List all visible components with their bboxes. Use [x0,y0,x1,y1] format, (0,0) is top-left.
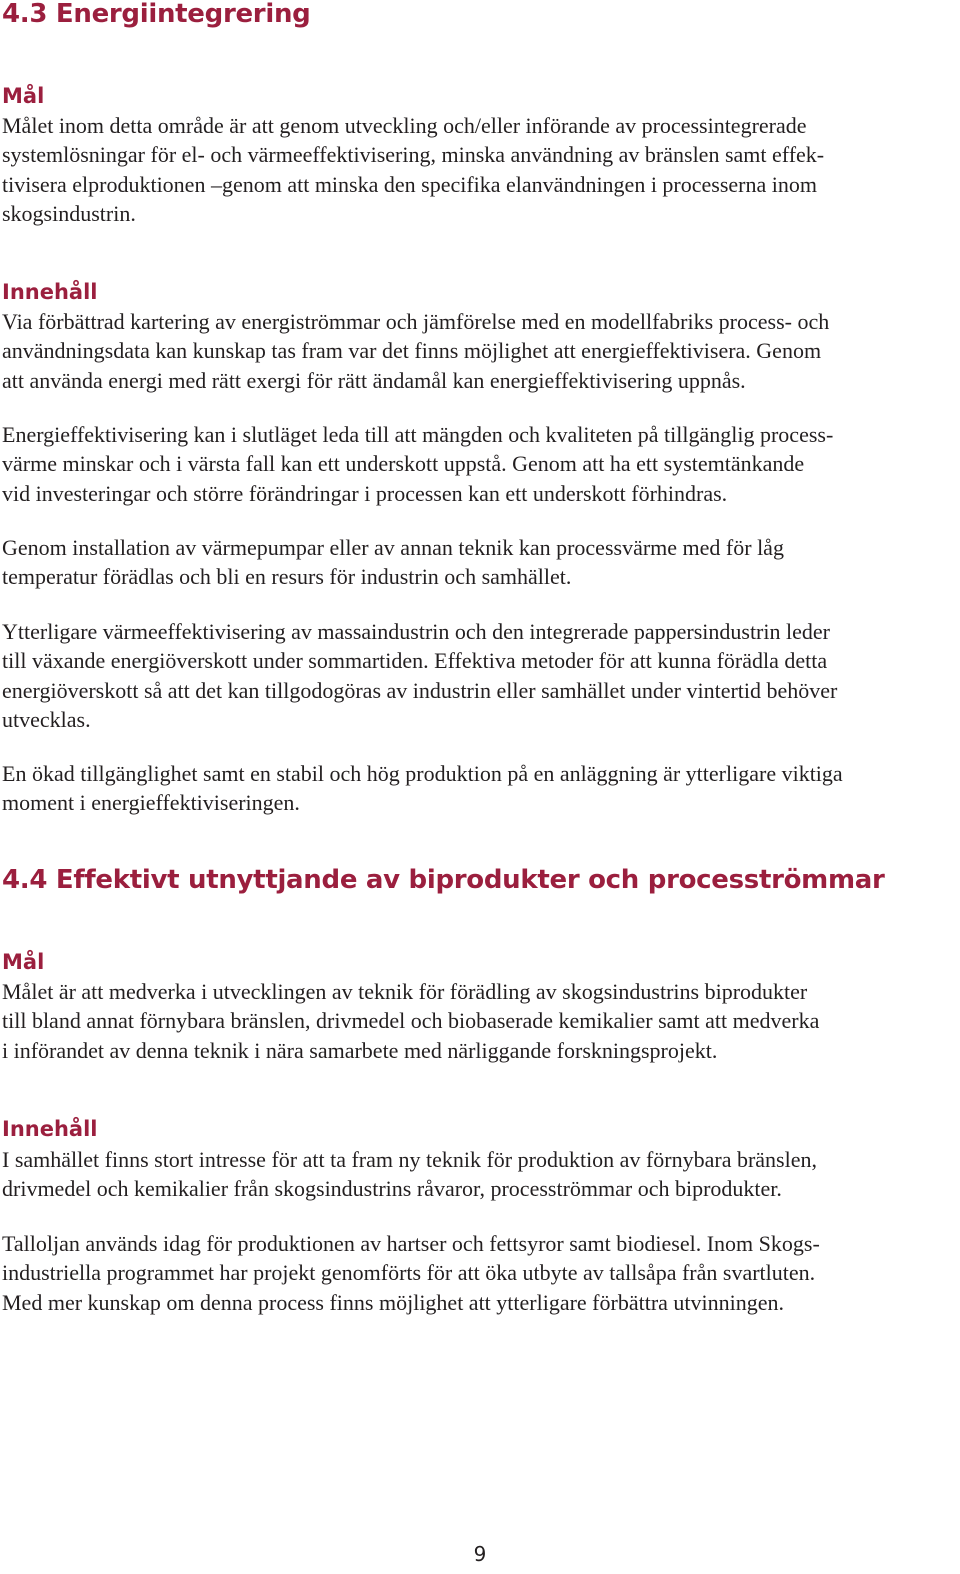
text-line: En ökad tillgänglighet samt en stabil och hög produktion på en anläggning är ytterligare viktiga [2,761,843,786]
content-paragraph [2,533,958,592]
text-line: att använda energi med rätt exergi för rätt ändamål kan energieffektivisering uppnås. [2,367,746,393]
text-line: i införandet av denna teknik i nära samarbete med närliggande forskningsprojekt. [2,1037,718,1063]
text-line: industriella programmet har projekt genomförts för att öka utbyte av tallsåpa från svartluten. [2,1260,816,1286]
text-line: till bland annat förnybara bränslen, drivmedel och biobaserade kemikalier samt att medverka [2,1008,820,1034]
text-line: I samhället finns stort intresse för att ta fram ny teknik för produktion av förnybara bränslen, [2,1147,817,1172]
text-line: Målet inom detta område är att genom utveckling och/eller införande av processintegrerade [2,113,807,138]
content-paragraph [2,1229,958,1317]
goal-label: Mål [2,84,45,108]
text-line: Ytterligare värmeeffektivisering av massaindustrin och den integrerade pappersindustrin leder [2,619,830,644]
text-line: värme minskar och i värsta fall kan ett underskott uppstå. Genom att ha ett systemtänkande [2,451,805,477]
text-line: till växande energiöverskott under sommartiden. Effektiva metoder för att kunna förädla detta [2,648,828,674]
text-line: drivmedel och kemikalier från skogsindustrins råvaror, procesströmmar och biprodukter. [2,1176,782,1202]
text-line: systemlösningar för el- och värmeeffektivisering, minska användning av bränslen samt effek- [2,142,825,168]
text-line: Talloljan används idag för produktionen av hartser och fettsyror samt biodiesel. Inom Skogs- [2,1231,820,1256]
goal-label: Mål [2,950,45,974]
page-number: 9 [473,1542,487,1566]
content-paragraph [2,1145,958,1204]
section-heading-4-3: 4.3 Energiintegrering [2,0,311,29]
text-line: Målet är att medverka i utvecklingen av teknik för förädling av skogsindustrins biprodukter [2,979,808,1004]
section-heading-4-4: 4.4 Effektivt utnyttjande av biprodukter och procesströmmar [2,865,885,895]
goal-paragraph [2,977,958,1065]
text-line: användningsdata kan kunskap tas fram var det finns möjlighet att energieffektivisera. Genom [2,338,822,364]
content-label: Innehåll [2,1117,98,1141]
text-line: moment i energieffektiviseringen. [2,790,300,816]
text-line: energiöverskott så att det kan tillgodogöras av industrin eller samhället under vintertid behöver [2,677,838,703]
text-line: utvecklas. [2,706,91,732]
text-line: tivisera elproduktionen –genom att minska den specifika elanvändningen i processerna inom [2,171,817,197]
content-paragraph [2,420,958,508]
content-paragraph [2,307,958,395]
content-label: Innehåll [2,280,98,304]
text-line: vid investeringar och större förändringar i processen kan ett underskott förhindras. [2,480,728,506]
text-line: Med mer kunskap om denna process finns möjlighet att ytterligare förbättra utvinningen. [2,1289,785,1315]
text-line: temperatur förädlas och bli en resurs för industrin och samhället. [2,564,572,590]
goal-paragraph [2,111,958,228]
content-paragraph [2,617,958,734]
text-line: Via förbättrad kartering av energiströmmar och jämförelse med en modellfabriks process- och [2,309,830,334]
text-line: Genom installation av värmepumpar eller av annan teknik kan processvärme med för låg [2,535,784,560]
text-line: Energieffektivisering kan i slutläget leda till att mängden och kvaliteten på tillgänglig process- [2,422,834,447]
text-line: skogsindustrin. [2,200,136,226]
content-paragraph [2,759,958,818]
